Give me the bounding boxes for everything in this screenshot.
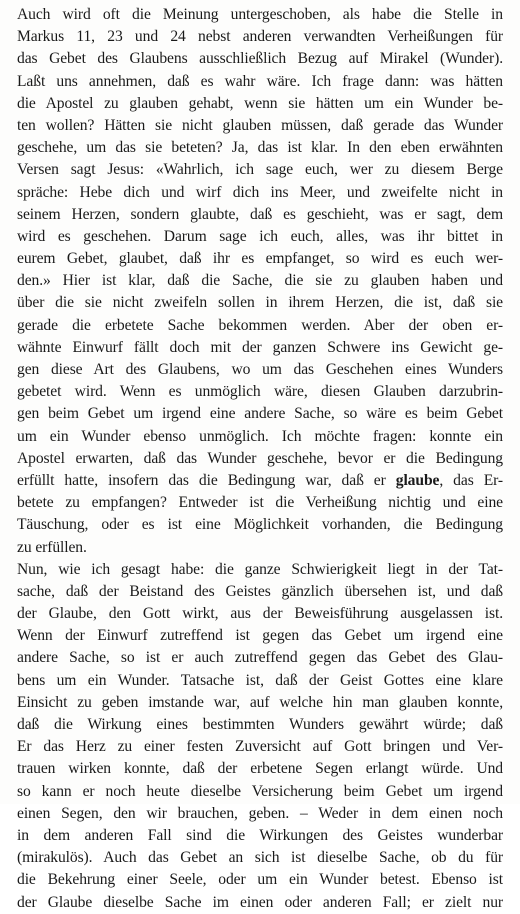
text-line: Einsicht zu geben imstande war, auf welche hin man glauben konnte,: [17, 693, 503, 711]
text-line: (mirakulös). Auch das Gebet an sich ist dieselbe Sache, ob du für: [17, 849, 503, 867]
text-line: ten wollen? Hätten sie nicht glauben müssen, daß gerade das Wunder: [17, 116, 503, 134]
text-line: so kann er noch heute dieselbe Versicherung beim Gebet um irgend: [17, 782, 503, 800]
text-line: wähnte Einwurf fällt doch mit der ganzen Schwere ins Gewicht ge-: [17, 338, 503, 356]
text-line: einen Segen, den wir brauchen, geben. – Weder in dem einen noch: [17, 804, 503, 822]
text-line: Er das Herz zu einer festen Zuversicht auf Gott bringen und Ver-: [17, 738, 503, 756]
paragraph-1: [17, 4, 503, 559]
text-line: die Bekehrung einer Seele, oder um ein Wunder betest. Ebenso ist: [17, 871, 503, 889]
text-line: die Apostel zu glauben gehabt, wenn sie hätten um ein Wunder be-: [17, 94, 503, 112]
text-line: gen beim Gebet um irgend eine andere Sache, so wäre es beim Gebet: [17, 405, 503, 423]
text-line: den.» Hier ist klar, daß die Sache, die sie zu glauben haben und: [17, 272, 503, 290]
text-line: seinem Herzen, sondern glaubte, daß es geschieht, was er sagt, dem: [17, 205, 503, 223]
text-line: Wenn der Einwurf zutreffend ist gegen das Gebet um irgend eine: [17, 627, 503, 645]
text-line: gen diese Art des Glaubens, wo um das Geschehen eines Wunders: [17, 361, 503, 378]
text-line: der Glaube, den Gott wirkt, aus der Beweisführung ausgelassen ist.: [17, 605, 503, 623]
text-line: geschehe, um das sie beteten? Ja, das ist klar. In den eben erwähnten: [17, 139, 503, 157]
text-line: der Glaube dieselbe Sache im einen oder anderen Fall; er zielt nur: [17, 893, 503, 911]
text-line: andere Sache, so ist er auch zutreffend gegen das Gebet des Glau-: [17, 649, 503, 667]
text-line: eurem Gebet, glaubet, daß ihr es empfanget, so wird es euch wer-: [17, 250, 503, 268]
text-line: gerade die erbetete Sache bekommen werden. Aber der oben er-: [17, 316, 503, 334]
body-text: [17, 4, 503, 914]
text-line: Laßt uns annehmen, daß es wahr wäre. Ich frage dann: was hätten: [17, 72, 503, 90]
text-line: gebetet wird. Wenn es unmöglich wäre, diesen Glauben darzubrin-: [17, 383, 503, 401]
text-line: bens um ein Wunder. Tatsache ist, daß der Geist Gottes eine klare: [17, 671, 503, 689]
text-line: betete zu empfangen? Entweder ist die Verheißung nichtig und eine: [17, 494, 503, 512]
text-line: Apostel erwarten, daß das Wunder geschehe, bevor er die Bedingung: [17, 449, 503, 467]
text-line: wird es geschehen. Darum sage ich euch, alles, was ihr bittet in: [17, 227, 503, 245]
text-line: zu erfüllen.: [17, 538, 87, 556]
text-line: über die sie nicht zweifeln sollen in ihrem Herzen, die ist, daß sie: [17, 294, 503, 312]
text-line: spräche: Hebe dich und wirf dich ins Meer, und zweifelte nicht in: [17, 183, 503, 201]
text-line: sache, daß der Beistand des Geistes gänzlich übersehen ist, und daß: [17, 582, 503, 600]
text-line: um ein Wunder ebenso unmöglich. Ich möchte fragen: konnte ein: [17, 427, 503, 445]
text-line: trauen wirken konnte, daß der erbetene Segen erlangt würde. Und: [17, 760, 503, 778]
text-line: daß die Wirkung eines bestimmten Wunders gewährt würde; daß: [17, 716, 503, 733]
text-line: Versen sagt Jesus: «Wahrlich, ich sage euch, wer zu diesem Berge: [17, 161, 503, 179]
text-line: das Gebet des Glaubens ausschließlich Bezug auf Mirakel (Wunder).: [17, 50, 503, 68]
paragraph-2: [17, 559, 503, 914]
emphasized-word: glaube: [395, 471, 440, 489]
text-line: Nun, wie ich gesagt habe: die ganze Schwierigkeit liegt in der Tat-: [17, 560, 503, 578]
text-line: Täuschung, oder es ist eine Möglichkeit vorhanden, die Bedingung: [17, 516, 503, 534]
text-line: in dem anderen Fall sind die Wirkungen des Geistes wunderbar: [17, 826, 503, 844]
text-line: Markus 11, 23 und 24 nebst anderen verwandten Verheißungen für: [17, 28, 503, 46]
text-line: Auch wird oft die Meinung untergeschoben, als habe die Stelle in: [17, 6, 503, 23]
text-line-with-emphasis: erfüllt hatte, insofern das die Bedingung war, daß er glaube, das Er-: [17, 471, 503, 489]
